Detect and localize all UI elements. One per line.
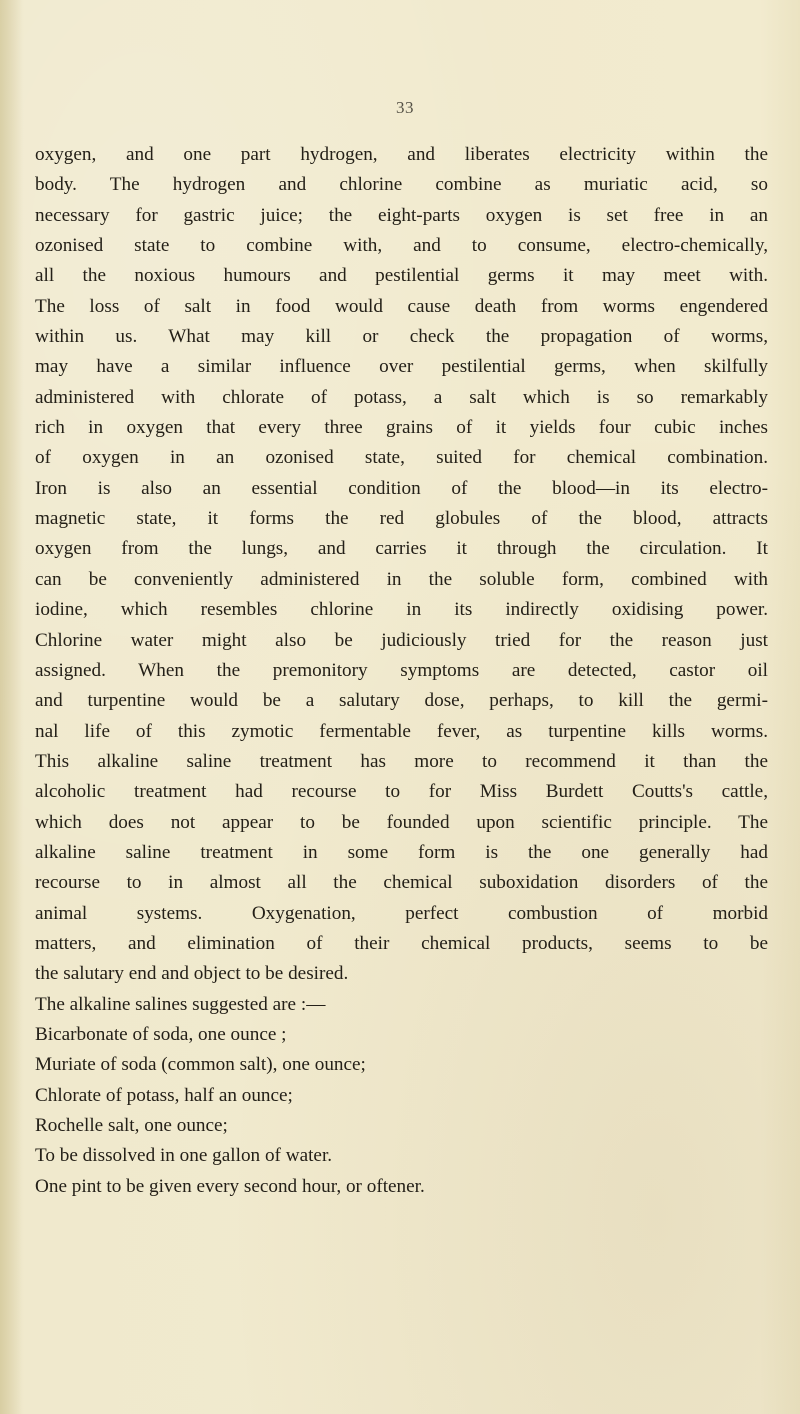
paragraph-line: rich in oxygen that every three grains of it yields four cubic inches — [35, 417, 768, 439]
paragraph-line: recourse to in almost all the chemical suboxidation disorders of the — [35, 872, 768, 894]
recipe-line: Rochelle salt, one ounce; — [35, 1115, 228, 1136]
paragraph-line: of oxygen in an ozonised state, suited for chemical combination. — [35, 447, 768, 469]
paragraph-line: administered with chlorate of potass, a salt which is so remarkably — [35, 386, 768, 408]
recipe-line: Chlorate of potass, half an ounce; — [35, 1084, 293, 1106]
main-text-block — [35, 140, 768, 1202]
paragraph-line: body. The hydrogen and chlorine combine as muriatic acid, so — [35, 174, 768, 196]
recipe-line: One pint to be given every second hour, or oftener. — [35, 1175, 425, 1197]
paragraph-line: all the noxious humours and pestilential germs it may meet with. — [35, 265, 768, 287]
paragraph-line: matters, and elimination of their chemical products, seems to be — [35, 932, 768, 954]
paragraph-line: magnetic state, it forms the red globules of the blood, attracts — [35, 508, 768, 530]
paragraph-line: alcoholic treatment had recourse to for Miss Burdett Coutts's cattle, — [35, 781, 768, 803]
paragraph-line: which does not appear to be founded upon scientific principle. The — [35, 811, 768, 833]
page-number: 33 — [396, 98, 414, 117]
paragraph-line: Iron is also an essential condition of the blood—in its electro- — [35, 477, 768, 499]
paragraph-line: nal life of this zymotic fermentable fever, as turpentine kills worms. — [35, 720, 768, 742]
paragraph-line: and turpentine would be a salutary dose, perhaps, to kill the germi- — [35, 690, 768, 712]
paragraph-line: iodine, which resembles chlorine in its indirectly oxidising power. — [35, 599, 768, 621]
paragraph-line: within us. What may kill or check the propagation of worms, — [35, 326, 768, 348]
paragraph-line: necessary for gastric juice; the eight-parts oxygen is set free in an — [35, 204, 768, 226]
paragraph-line: the salutary end and object to be desired. — [35, 963, 349, 985]
paragraph-line: oxygen from the lungs, and carries it through the circulation. It — [35, 538, 768, 560]
paragraph-line: ozonised state to combine with, and to consume, electro-chemically, — [35, 235, 768, 257]
paragraph-line: oxygen, and one part hydrogen, and liberates electricity within the — [35, 144, 768, 165]
recipe-intro: The alkaline salines suggested are :— — [35, 993, 326, 1015]
recipe-line: To be dissolved in one gallon of water. — [35, 1145, 333, 1167]
paragraph-line: Chlorine water might also be judiciously tried for the reason just — [35, 629, 768, 651]
paragraph-line: animal systems. Oxygenation, perfect combustion of morbid — [35, 902, 768, 924]
paragraph-line: can be conveniently administered in the soluble form, combined with — [35, 568, 768, 590]
page-edge-shadow — [0, 0, 24, 1414]
recipe-line: Muriate of soda (common salt), one ounce; — [35, 1054, 366, 1076]
paragraph-line: This alkaline saline treatment has more to recommend it than the — [35, 750, 768, 772]
paragraph-line: alkaline saline treatment in some form is the one generally had — [35, 841, 768, 863]
paragraph-line: may have a similar influence over pestilential germs, when skilfully — [35, 356, 768, 378]
paragraph-line: assigned. When the premonitory symptoms are detected, castor oil — [35, 659, 768, 681]
paragraph-line: The loss of salt in food would cause death from worms engendered — [35, 295, 768, 317]
recipe-line: Bicarbonate of soda, one ounce ; — [35, 1023, 287, 1045]
